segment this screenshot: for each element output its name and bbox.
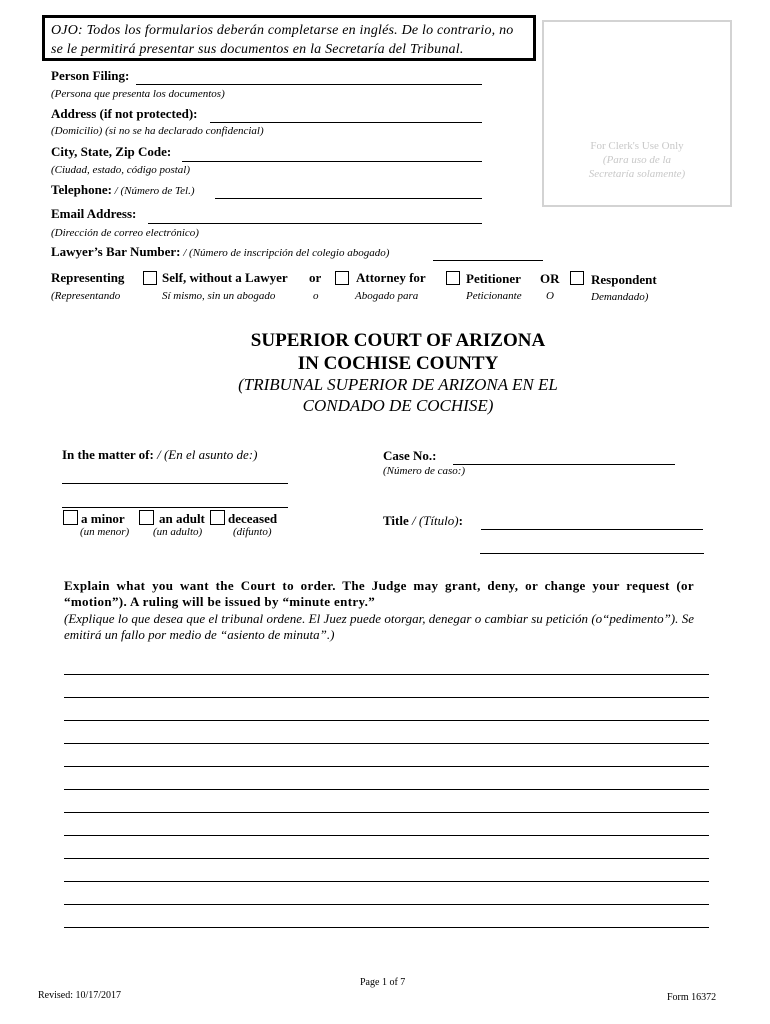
representing-label-es: (Representando: [51, 290, 121, 302]
attorney-checkbox[interactable]: [335, 271, 349, 285]
case-number-label: Case No.:: [383, 448, 437, 463]
petitioner-checkbox[interactable]: [446, 271, 460, 285]
bar-number-label-es: / (Número de inscripción del colegio abogado): [180, 247, 390, 259]
matter-label: In the matter of:: [62, 447, 154, 462]
notice-line-2: se le permitirá presentar sus documentos en la Secretaría del Tribunal.: [51, 42, 464, 57]
telephone-label: Telephone:: [51, 182, 112, 197]
minor-label-es: (un menor): [80, 526, 130, 538]
case-number-label-es: (Número de caso:): [383, 465, 466, 477]
address-label: Address (if not protected):: [51, 106, 198, 121]
self-label-es: Sí mismo, sin un abogado: [162, 290, 276, 302]
bar-number-label: Lawyer’s Bar Number:: [51, 244, 181, 259]
request-line[interactable]: [64, 743, 709, 744]
request-line[interactable]: [64, 766, 709, 767]
respondent-checkbox[interactable]: [570, 271, 584, 285]
city-label-es: (Ciudad, estado, código postal): [51, 164, 191, 176]
form-number: Form 16372: [667, 992, 717, 1003]
clerk-label-es-1: (Para uso de la: [602, 154, 672, 166]
title-field-2[interactable]: [480, 553, 704, 554]
clerk-label-es-2: Secretaría solamente): [588, 168, 686, 180]
court-title-line-2: IN COCHISE COUNTY: [297, 353, 499, 374]
minor-checkbox[interactable]: [63, 510, 78, 525]
email-label: Email Address:: [51, 206, 137, 221]
or-upper-label-es: O: [546, 290, 554, 302]
or-label: or: [309, 270, 322, 285]
self-checkbox[interactable]: [143, 271, 157, 285]
respondent-label-es: Demandado): [591, 291, 649, 303]
bar-number-label-group: [51, 244, 389, 260]
notice-box: [42, 15, 536, 61]
city-label: City, State, Zip Code:: [51, 144, 172, 159]
or-upper-label: OR: [540, 271, 560, 286]
request-line[interactable]: [64, 789, 709, 790]
deceased-label: deceased: [228, 511, 278, 526]
title-colon: :: [458, 513, 463, 528]
request-line[interactable]: [64, 927, 709, 928]
title-label: Title: [383, 513, 409, 528]
request-line[interactable]: [64, 835, 709, 836]
person-filing-label-es: (Persona que presenta los documentos): [51, 88, 225, 100]
city-field[interactable]: [182, 161, 482, 162]
request-line[interactable]: [64, 720, 709, 721]
adult-label-es: (un adulto): [153, 526, 203, 538]
address-label-es: (Domicilio) (si no se ha declarado confidencial): [51, 125, 264, 137]
attorney-label: Attorney for: [356, 270, 426, 285]
telephone-label-group: [51, 182, 195, 198]
person-filing-field[interactable]: [136, 84, 482, 85]
matter-label-es: / (En el asunto de:): [153, 447, 258, 462]
explain-text-es: (Explique lo que desea que el tribunal ordene. El Juez puede otorgar, denegar o cambiar su petición (o“pedimento”). Se emitirá un fallo por medio de “asiento de minuta”.): [64, 611, 694, 642]
matter-field-1[interactable]: [62, 483, 288, 484]
request-line[interactable]: [64, 674, 709, 675]
matter-field-2[interactable]: [62, 507, 288, 508]
matter-label-group: [62, 447, 257, 463]
request-line[interactable]: [64, 858, 709, 859]
title-label-es: / (Título): [408, 513, 459, 528]
explain-text: Explain what you want the Court to order. The Judge may grant, deny, or change your request (or “motion”). A ruling will be issued by “minute entry.”: [64, 578, 694, 609]
respondent-label: Respondent: [591, 272, 657, 287]
request-line[interactable]: [64, 904, 709, 905]
email-label-es: (Dirección de correo electrónico): [51, 227, 199, 239]
self-label: Self, without a Lawyer: [162, 270, 288, 285]
court-title-es-2: CONDADO DE COCHISE): [302, 396, 494, 415]
notice-line-1: OJO: Todos los formularios deberán completarse en inglés. De lo contrario, no: [51, 23, 514, 38]
revised-date: Revised: 10/17/2017: [38, 990, 122, 1001]
court-title-line-1: SUPERIOR COURT OF ARIZONA: [250, 330, 546, 351]
page-number: Page 1 of 7: [360, 977, 406, 988]
or-label-es: o: [313, 290, 319, 302]
title-field-1[interactable]: [481, 529, 703, 530]
request-line[interactable]: [64, 697, 709, 698]
request-line[interactable]: [64, 812, 709, 813]
representing-label: Representing: [51, 270, 125, 285]
adult-checkbox[interactable]: [139, 510, 154, 525]
bar-number-field[interactable]: [433, 260, 543, 261]
title-label-group: [383, 513, 463, 529]
adult-label: an adult: [159, 511, 205, 526]
person-filing-label: Person Filing:: [51, 68, 130, 83]
minor-label: a minor: [81, 511, 125, 526]
telephone-field[interactable]: [215, 198, 482, 199]
deceased-checkbox[interactable]: [210, 510, 225, 525]
address-field[interactable]: [210, 122, 482, 123]
request-line[interactable]: [64, 881, 709, 882]
email-field[interactable]: [148, 223, 482, 224]
clerk-use-box: [542, 20, 732, 207]
telephone-label-es: / (Número de Tel.): [111, 185, 195, 197]
deceased-label-es: (difunto): [233, 526, 272, 538]
clerk-label: For Clerk's Use Only: [590, 140, 684, 152]
case-number-field[interactable]: [453, 464, 675, 465]
court-title-es-1: (TRIBUNAL SUPERIOR DE ARIZONA EN EL: [238, 375, 558, 394]
petitioner-label-es: Peticionante: [466, 290, 522, 302]
petitioner-label: Petitioner: [466, 271, 521, 286]
attorney-label-es: Abogado para: [355, 290, 419, 302]
